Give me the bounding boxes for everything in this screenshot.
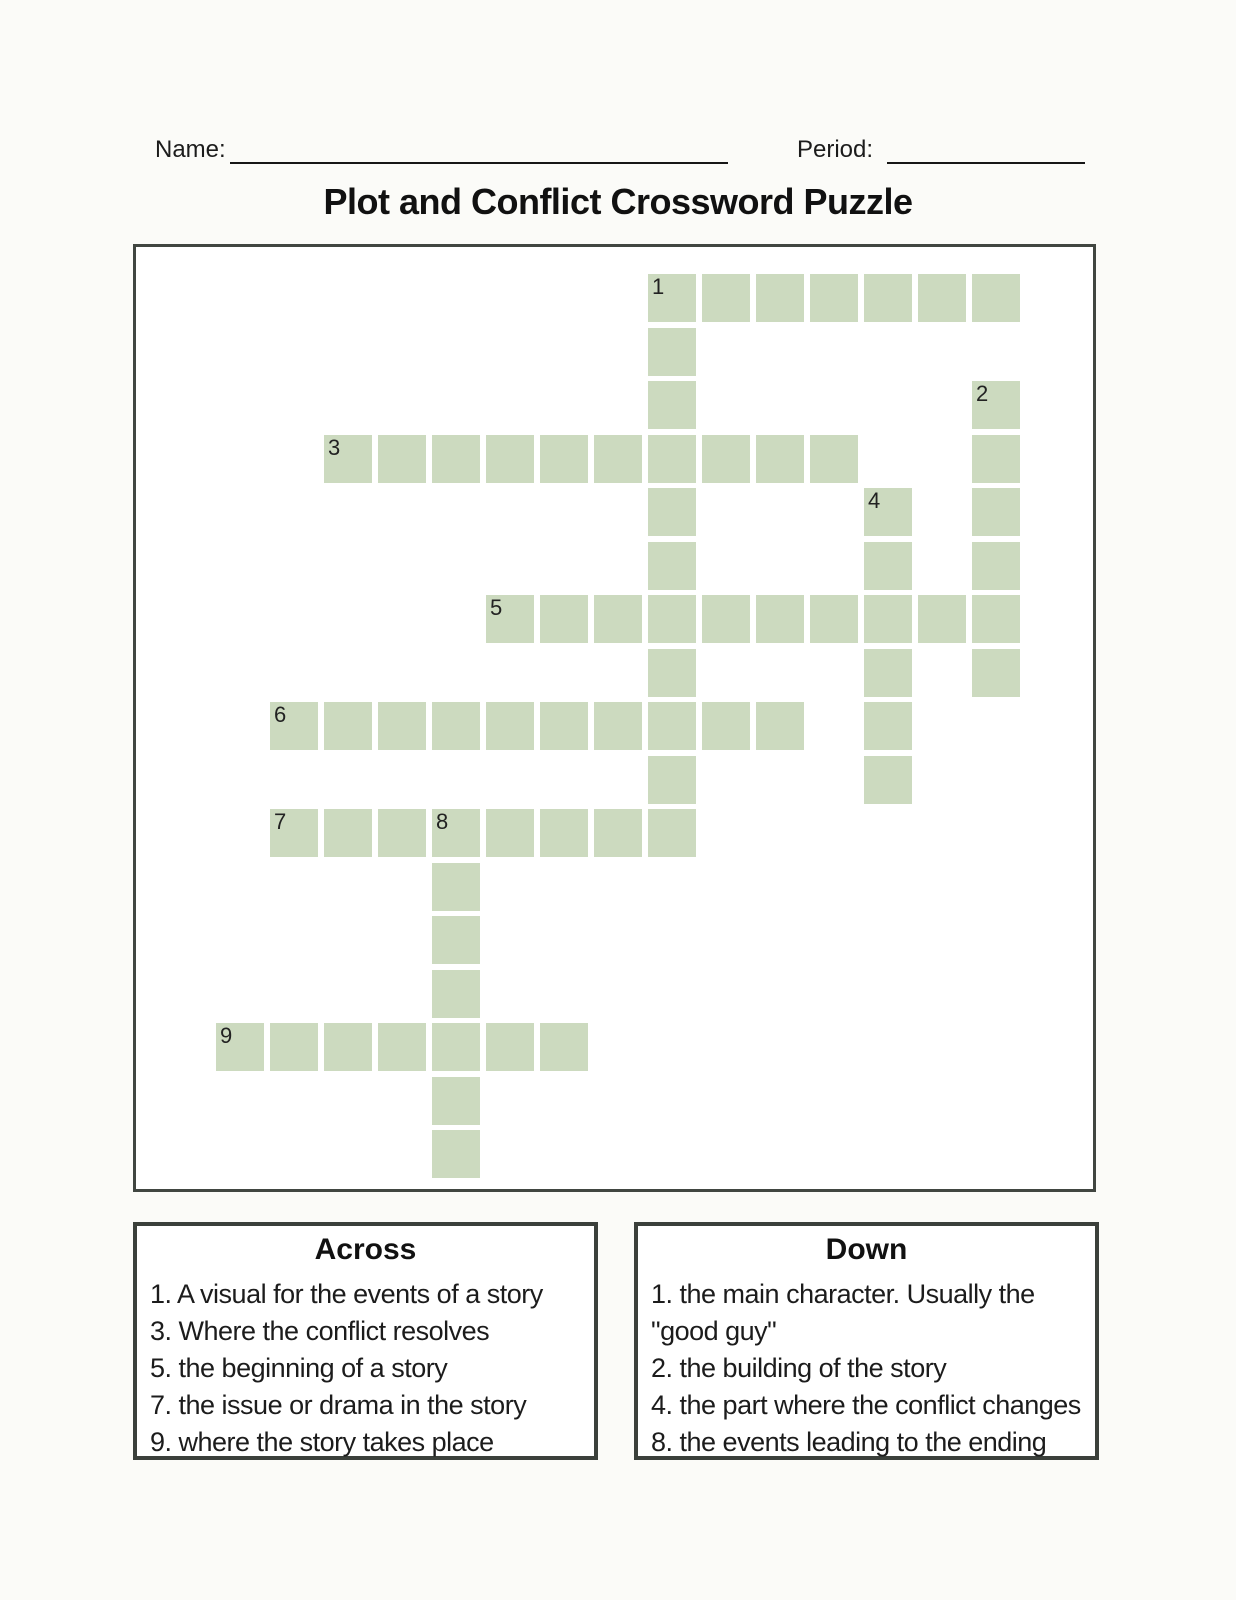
- grid-cell[interactable]: [702, 595, 750, 643]
- grid-cell[interactable]: [324, 1023, 372, 1071]
- across-clue-line: 1. A visual for the events of a story: [150, 1279, 543, 1309]
- grid-cell[interactable]: [486, 809, 534, 857]
- grid-cell[interactable]: [648, 702, 696, 750]
- grid-cell[interactable]: [972, 649, 1020, 697]
- grid-cell[interactable]: [594, 595, 642, 643]
- cell-number: 9: [220, 1023, 233, 1048]
- grid-cell[interactable]: [486, 702, 534, 750]
- grid-cell[interactable]: [972, 542, 1020, 590]
- name-label: Name:: [155, 136, 226, 163]
- cell-number: 2: [976, 381, 989, 406]
- grid-cell[interactable]: [378, 1023, 426, 1071]
- grid-cell[interactable]: [756, 435, 804, 483]
- grid-cell[interactable]: [594, 809, 642, 857]
- down-title: Down: [825, 1233, 908, 1266]
- grid-cell[interactable]: [432, 970, 480, 1018]
- grid-cell[interactable]: [324, 435, 372, 483]
- period-label: Period:: [797, 136, 874, 163]
- grid-cell[interactable]: [486, 595, 534, 643]
- cell-number: 1: [652, 274, 665, 299]
- grid-cell[interactable]: [432, 1023, 480, 1071]
- grid-cell[interactable]: [864, 702, 912, 750]
- grid-cell[interactable]: [702, 702, 750, 750]
- grid-cell[interactable]: [486, 435, 534, 483]
- grid-cell[interactable]: [648, 488, 696, 536]
- grid-cell[interactable]: [864, 595, 912, 643]
- across-clue-line: 7. the issue or drama in the story: [150, 1390, 527, 1420]
- grid-cell[interactable]: [540, 435, 588, 483]
- cell-number: 3: [328, 435, 341, 460]
- cell-number: 4: [868, 488, 881, 513]
- grid-cell[interactable]: [756, 702, 804, 750]
- grid-cell[interactable]: [972, 274, 1020, 322]
- grid-cell[interactable]: [648, 542, 696, 590]
- grid-cell[interactable]: [432, 809, 480, 857]
- grid-cell[interactable]: [594, 702, 642, 750]
- grid-cell[interactable]: [378, 702, 426, 750]
- across-clue-list: [137, 1276, 594, 1461]
- down-clue-line: "good guy": [651, 1316, 777, 1346]
- cell-number: 6: [274, 702, 287, 727]
- grid-cell[interactable]: [648, 328, 696, 376]
- grid-cell[interactable]: [972, 595, 1020, 643]
- grid-cell[interactable]: [864, 756, 912, 804]
- grid-cell[interactable]: [216, 1023, 264, 1071]
- down-clue-list: [638, 1276, 1095, 1461]
- grid-cell[interactable]: [648, 756, 696, 804]
- across-clue-line: 9. where the story takes place: [150, 1427, 494, 1457]
- across-clues-box: [133, 1222, 598, 1460]
- cell-number: 7: [274, 809, 287, 834]
- grid-cell[interactable]: [432, 863, 480, 911]
- grid-cell[interactable]: [432, 1077, 480, 1125]
- grid-cell[interactable]: [432, 702, 480, 750]
- grid-cell[interactable]: [756, 595, 804, 643]
- grid-cell[interactable]: [648, 809, 696, 857]
- grid-cell[interactable]: [918, 595, 966, 643]
- grid-cell[interactable]: [540, 595, 588, 643]
- across-title: Across: [314, 1233, 417, 1266]
- page-title: Plot and Conflict Crossword Puzzle: [323, 181, 913, 222]
- grid-cell[interactable]: [270, 1023, 318, 1071]
- down-clue-line: 1. the main character. Usually the: [651, 1279, 1035, 1309]
- grid-cell[interactable]: [324, 809, 372, 857]
- grid-cell[interactable]: [432, 1130, 480, 1178]
- grid-cell[interactable]: [810, 435, 858, 483]
- period-fill-line[interactable]: [887, 162, 1085, 164]
- grid-cell[interactable]: [702, 274, 750, 322]
- down-clues-box: [634, 1222, 1099, 1460]
- down-clue-line: 8. the events leading to the ending: [651, 1427, 1047, 1457]
- across-clue-line: 3. Where the conflict resolves: [150, 1316, 490, 1346]
- grid-cell[interactable]: [972, 381, 1020, 429]
- grid-cell[interactable]: [972, 488, 1020, 536]
- grid-cell[interactable]: [648, 274, 696, 322]
- grid-cell[interactable]: [648, 595, 696, 643]
- grid-cell[interactable]: [702, 435, 750, 483]
- grid-cell[interactable]: [324, 702, 372, 750]
- down-clue-line: 4. the part where the conflict changes: [651, 1390, 1081, 1420]
- grid-cell[interactable]: [864, 488, 912, 536]
- grid-cell[interactable]: [864, 542, 912, 590]
- grid-cell[interactable]: [810, 274, 858, 322]
- name-fill-line[interactable]: [230, 162, 728, 164]
- grid-cell[interactable]: [378, 809, 426, 857]
- grid-cell[interactable]: [918, 274, 966, 322]
- cell-number: 5: [490, 595, 503, 620]
- grid-cell[interactable]: [594, 435, 642, 483]
- cell-number: 8: [436, 809, 449, 834]
- across-clue-line: 5. the beginning of a story: [150, 1353, 448, 1383]
- grid-cell[interactable]: [486, 1023, 534, 1071]
- grid-cell[interactable]: [810, 595, 858, 643]
- grid-cell[interactable]: [540, 1023, 588, 1071]
- grid-cell[interactable]: [864, 649, 912, 697]
- grid-cell[interactable]: [540, 809, 588, 857]
- grid-cell[interactable]: [432, 435, 480, 483]
- grid-cell[interactable]: [648, 435, 696, 483]
- grid-cell[interactable]: [540, 702, 588, 750]
- grid-cell[interactable]: [648, 381, 696, 429]
- grid-cell[interactable]: [756, 274, 804, 322]
- crossword-grid: [133, 244, 1096, 1192]
- down-clue-line: 2. the building of the story: [651, 1353, 947, 1383]
- grid-cell[interactable]: [864, 274, 912, 322]
- grid-cell[interactable]: [270, 702, 318, 750]
- grid-cell[interactable]: [432, 916, 480, 964]
- grid-cell[interactable]: [270, 809, 318, 857]
- grid-cell[interactable]: [378, 435, 426, 483]
- grid-cell[interactable]: [648, 649, 696, 697]
- grid-cell[interactable]: [972, 435, 1020, 483]
